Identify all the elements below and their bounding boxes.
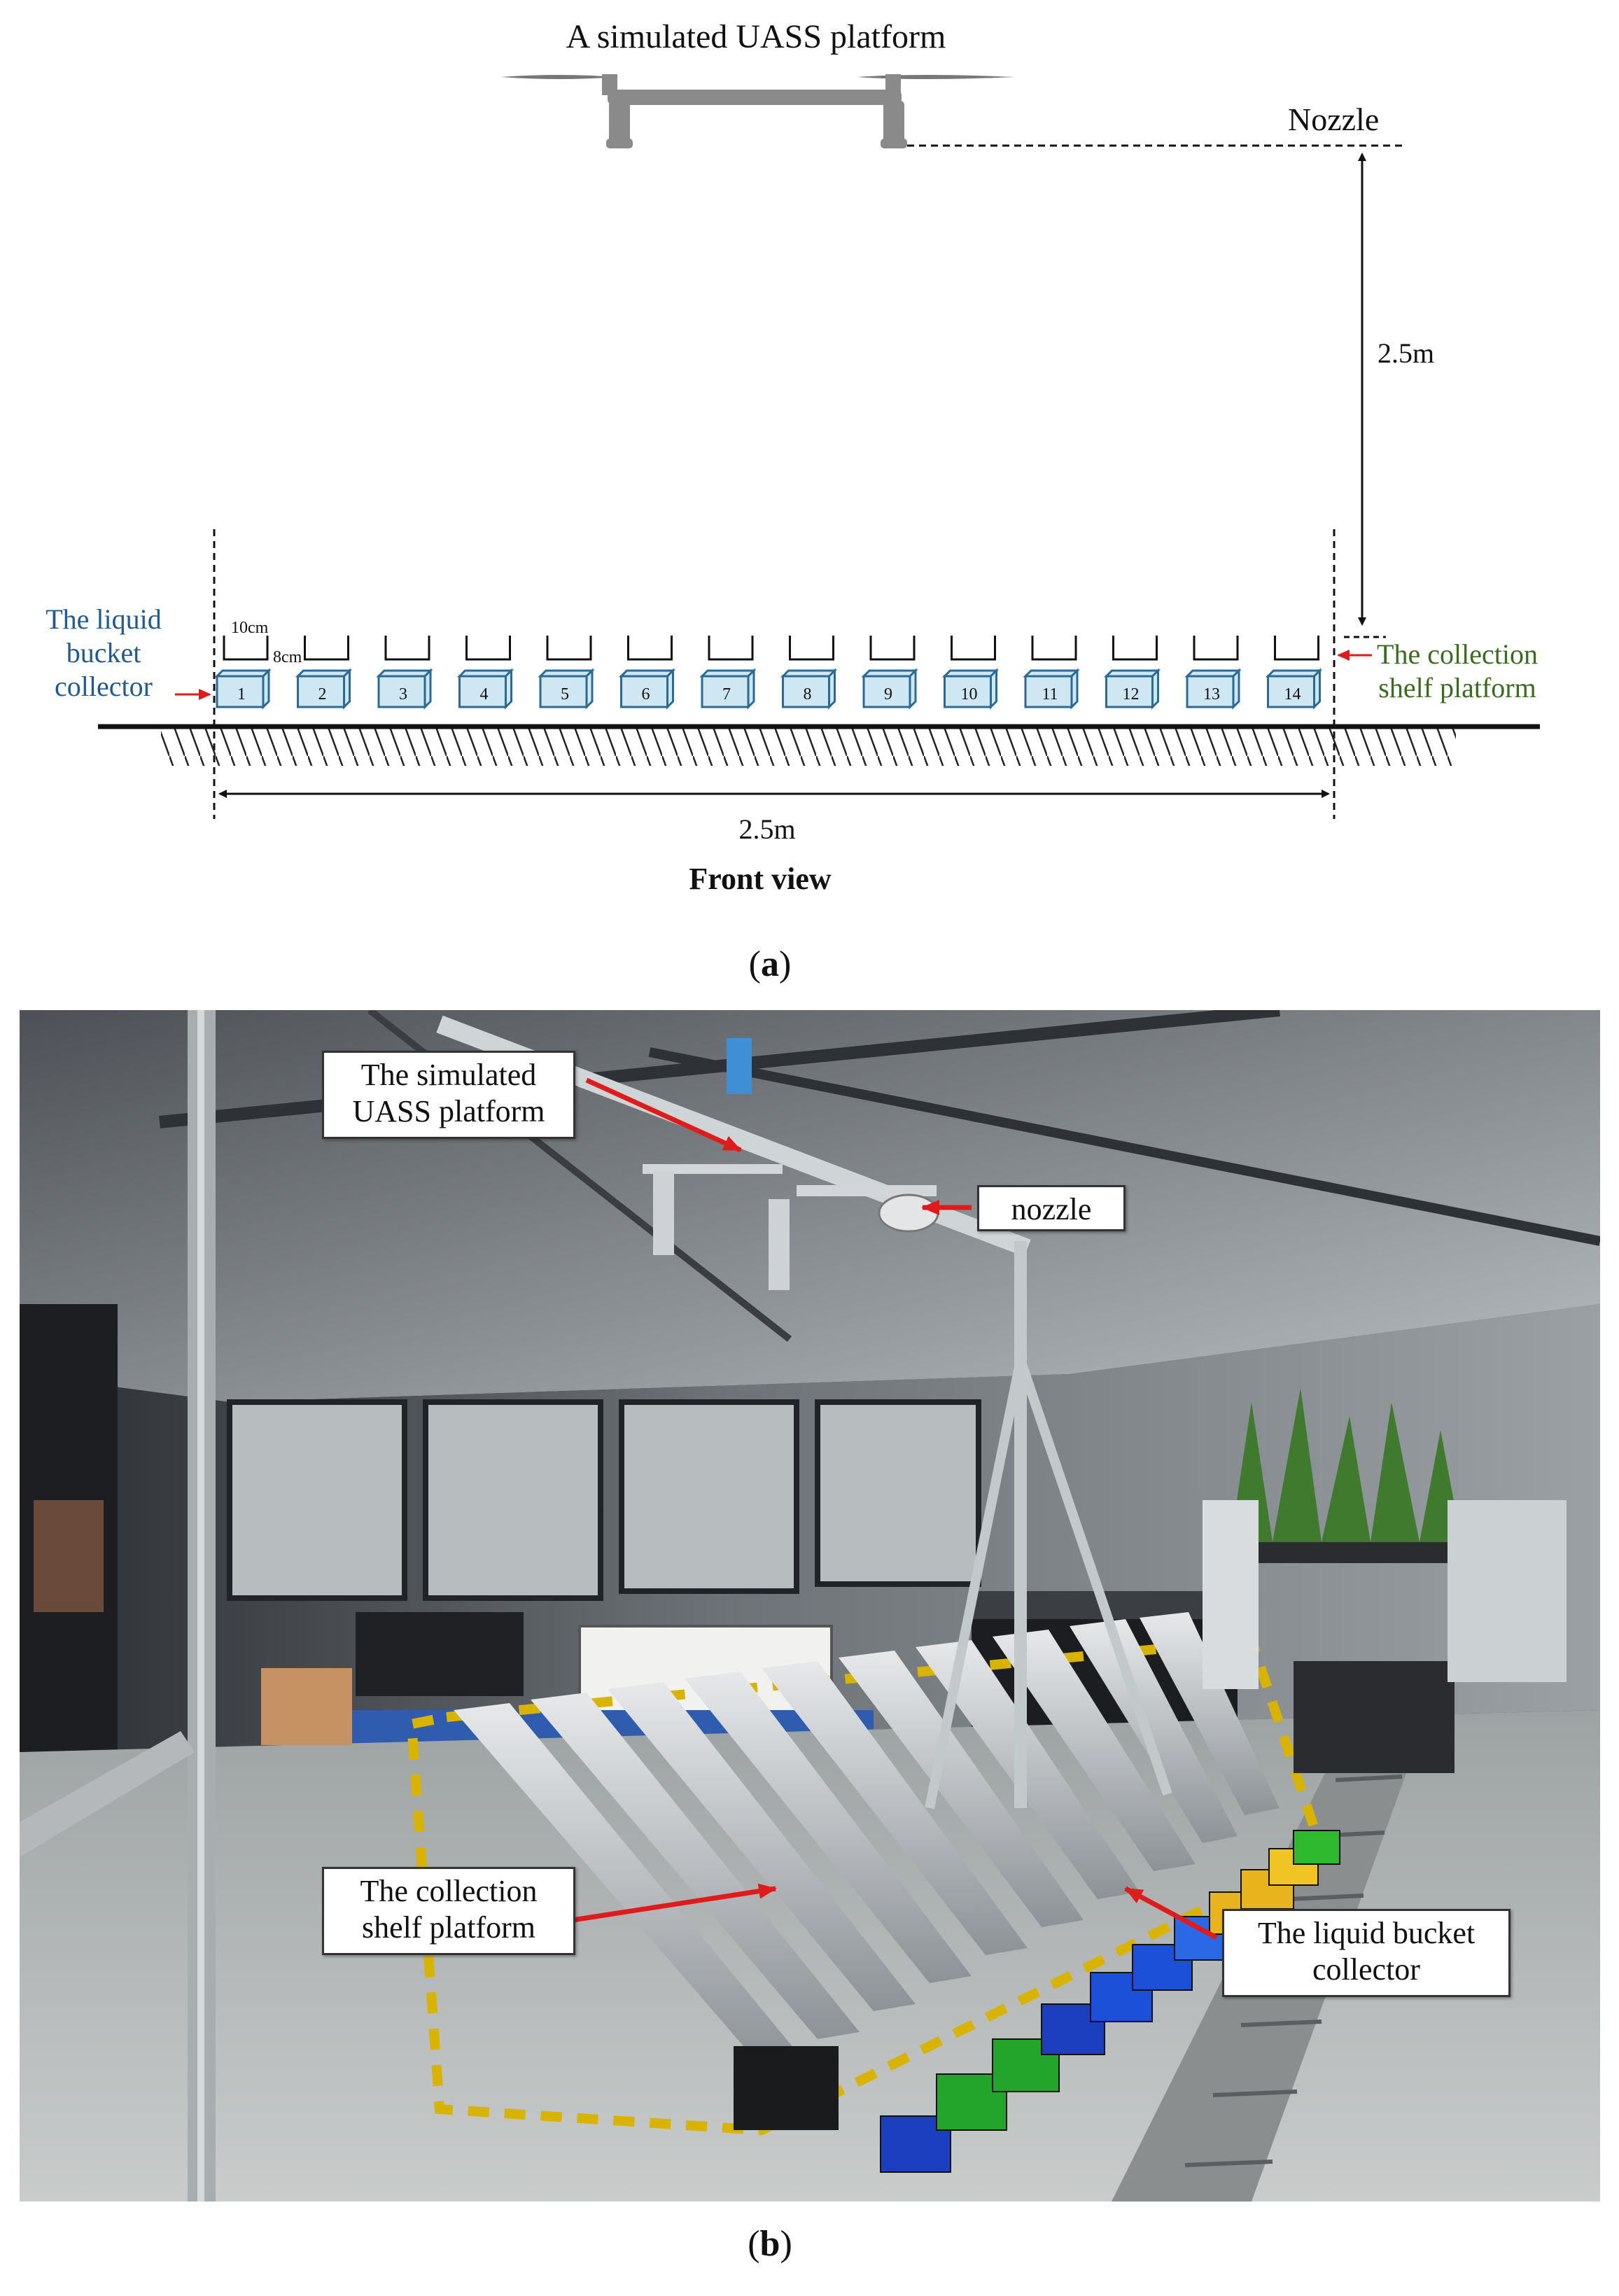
width-label: 2.5m: [738, 813, 796, 845]
bucket-3: [379, 636, 430, 707]
bucket-gap-label: 8cm: [273, 648, 302, 666]
photo-pointer-arrows: [20, 1010, 1600, 2202]
bucket-7: [702, 636, 754, 707]
bucket-13: [1187, 636, 1239, 707]
bucket-number-11: 11: [1042, 685, 1058, 704]
bucket-number-10: 10: [960, 685, 978, 704]
front-view-diagram: [0, 0, 1619, 994]
bucket-2: [298, 636, 350, 707]
height-label: 2.5m: [1378, 337, 1435, 369]
bucket-number-1: 1: [237, 685, 246, 704]
ground-hatching: [161, 728, 1456, 766]
bucket-8: [783, 636, 835, 707]
bucket-number-6: 6: [641, 685, 650, 704]
bucket-row: [217, 636, 1320, 707]
bucket-number-3: 3: [399, 685, 407, 704]
bucket-6: [622, 636, 673, 707]
bucket-number-13: 13: [1203, 685, 1220, 704]
callout-collection-shelf-platform: The collection shelf platform: [322, 1867, 575, 1955]
drone-icon: [500, 74, 1015, 148]
nozzle-label: Nozzle: [1288, 102, 1380, 137]
bucket-9: [864, 636, 916, 707]
front-view-label: Front view: [689, 862, 832, 896]
collector-label-line-3: collector: [55, 671, 153, 702]
bucket-14: [1268, 636, 1320, 707]
caption-a: (a): [748, 944, 792, 984]
bucket-number-12: 12: [1122, 685, 1140, 704]
shelf-label-line-2: shelf platform: [1378, 672, 1536, 704]
bucket-number-9: 9: [884, 685, 892, 704]
lab-photo: [20, 1010, 1600, 2202]
bucket-12: [1107, 636, 1158, 707]
collector-label-line-2: bucket: [66, 637, 141, 668]
bucket-number-4: 4: [479, 685, 489, 704]
caption-b: (b): [748, 2224, 792, 2264]
collector-label-line-1: The liquid: [45, 603, 162, 635]
bucket-number-8: 8: [803, 685, 812, 704]
bucket-5: [540, 636, 592, 707]
bucket-number-5: 5: [561, 685, 569, 704]
callout-liquid-bucket-collector: The liquid bucket collector: [1222, 1909, 1511, 1997]
callout-simulated-uass-platform: The simulated UASS platform: [322, 1051, 575, 1139]
shelf-label-line-1: The collection: [1377, 638, 1538, 670]
bucket-number-2: 2: [318, 685, 327, 704]
callout-nozzle: nozzle: [977, 1185, 1126, 1231]
bucket-number-14: 14: [1284, 685, 1301, 704]
bucket-width-label: 10cm: [231, 619, 269, 637]
bucket-11: [1025, 636, 1077, 707]
bucket-10: [945, 636, 997, 707]
bucket-1: [217, 636, 269, 707]
platform-title: A simulated UASS platform: [566, 18, 946, 55]
bucket-4: [460, 636, 512, 707]
bucket-number-7: 7: [722, 685, 731, 704]
